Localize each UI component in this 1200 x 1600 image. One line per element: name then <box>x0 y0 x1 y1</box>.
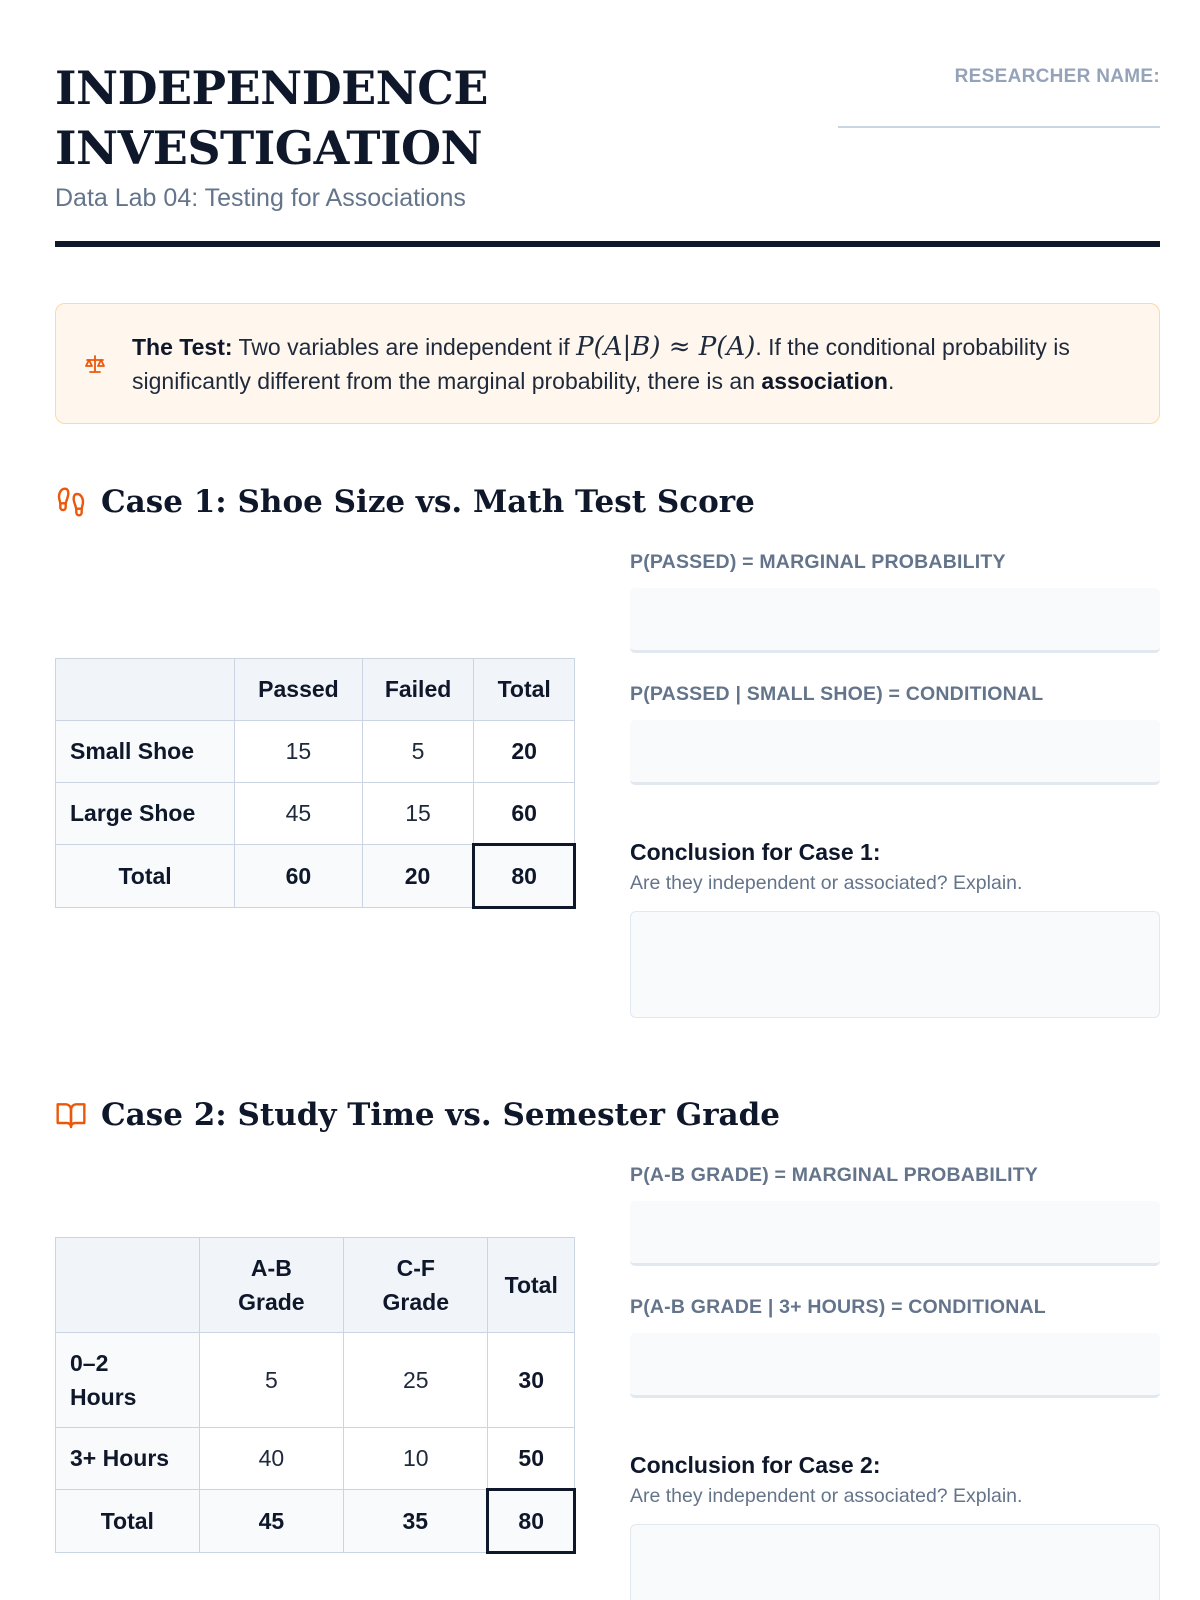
row-header: Large Shoe <box>56 783 235 845</box>
case1-marginal-answer-box[interactable] <box>630 588 1160 653</box>
callout-text-2: . If the conditional probability is significantly different from the marginal probability, there is an <box>132 334 1070 394</box>
column-total-cell: 35 <box>344 1490 488 1553</box>
page-title-line-2: INVESTIGATION <box>55 121 483 175</box>
column-header: Total <box>474 659 575 721</box>
page-header <box>55 58 1160 248</box>
case2-heading <box>55 1097 780 1133</box>
case2-title: Case 2: Study Time vs. Semester Grade <box>101 1097 781 1133</box>
case2-conclusion-title: Conclusion for Case 2: <box>630 1452 881 1478</box>
row-total-cell: 20 <box>474 721 575 783</box>
table-row <box>56 721 575 783</box>
grand-total-cell: 80 <box>488 1490 575 1553</box>
page-subtitle: Data Lab 04: Testing for Associations <box>55 184 466 212</box>
table-cell: 5 <box>362 721 474 783</box>
case1-conditional-label: P(PASSED | SMALL SHOE) = CONDITIONAL <box>630 683 1044 705</box>
row-header: Small Shoe <box>56 721 235 783</box>
footprints-icon <box>55 486 87 518</box>
scale-icon <box>82 352 108 376</box>
callout-end: . <box>887 368 895 394</box>
case1-heading <box>55 484 755 520</box>
column-total-cell: 20 <box>362 845 474 908</box>
column-header: Total <box>488 1238 575 1333</box>
case2-marginal-label: P(A-B GRADE) = MARGINAL PROBABILITY <box>630 1164 1039 1186</box>
case1-answers <box>630 551 1160 1018</box>
callout-text <box>132 330 1129 398</box>
case1-marginal-label: P(PASSED) = MARGINAL PROBABILITY <box>630 551 1006 573</box>
header-divider <box>55 241 1160 247</box>
table-row <box>56 1428 575 1490</box>
case1-conclusion-prompt: Are they independent or associated? Explain. <box>630 872 1023 894</box>
table-cell: 15 <box>235 721 363 783</box>
case2-conditional-label: P(A-B GRADE | 3+ HOURS) = CONDITIONAL <box>630 1296 1046 1318</box>
book-open-icon <box>55 1099 87 1131</box>
table-cell: 25 <box>344 1333 488 1428</box>
case1-title: Case 1: Shoe Size vs. Math Test Score <box>101 484 755 520</box>
row-header: 0–2 Hours <box>56 1333 200 1428</box>
table-row <box>56 1333 575 1428</box>
test-callout <box>55 303 1160 424</box>
table-cell: 5 <box>199 1333 343 1428</box>
column-total-cell: 45 <box>199 1490 343 1553</box>
row-total-cell: 30 <box>488 1333 575 1428</box>
researcher-name-field[interactable] <box>838 66 1160 128</box>
table-total-row <box>56 845 575 908</box>
table-total-row <box>56 1490 575 1553</box>
table-cell: 10 <box>344 1428 488 1490</box>
table-cell: 45 <box>235 783 363 845</box>
case1-conclusion-title: Conclusion for Case 1: <box>630 839 881 865</box>
researcher-name-label: RESEARCHER NAME: <box>954 66 1160 87</box>
row-total-cell: 50 <box>488 1428 575 1490</box>
case1-table <box>55 658 576 909</box>
column-total-cell: 60 <box>235 845 363 908</box>
column-header: Passed <box>235 659 363 721</box>
case2-answers <box>630 1164 1160 1600</box>
table-cell: 15 <box>362 783 474 845</box>
table-row <box>56 783 575 845</box>
case2-conditional-answer-box[interactable] <box>630 1333 1160 1398</box>
callout-formula: P(A|B) ≈ P(A) <box>576 332 756 362</box>
callout-lead: The Test: <box>132 334 233 360</box>
researcher-name-line[interactable] <box>838 126 1160 128</box>
row-header: Total <box>56 845 235 908</box>
case2-conclusion-box[interactable] <box>630 1524 1160 1600</box>
case1-conditional-answer-box[interactable] <box>630 720 1160 785</box>
column-header: Failed <box>362 659 474 721</box>
table-corner <box>56 1238 200 1333</box>
row-header: Total <box>56 1490 200 1553</box>
column-header: A-B Grade <box>199 1238 343 1333</box>
callout-text-1: Two variables are independent if <box>238 334 570 360</box>
callout-emphasis: association <box>761 368 888 394</box>
case2-table <box>55 1237 576 1554</box>
case2-marginal-answer-box[interactable] <box>630 1201 1160 1266</box>
column-header: C-F Grade <box>344 1238 488 1333</box>
page-title-line-1: INDEPENDENCE <box>55 61 488 115</box>
case1-conclusion-box[interactable] <box>630 911 1160 1018</box>
table-corner <box>56 659 235 721</box>
grand-total-cell: 80 <box>474 845 575 908</box>
case2-conclusion-prompt: Are they independent or associated? Explain. <box>630 1485 1023 1507</box>
table-cell: 40 <box>199 1428 343 1490</box>
row-header: 3+ Hours <box>56 1428 200 1490</box>
row-total-cell: 60 <box>474 783 575 845</box>
